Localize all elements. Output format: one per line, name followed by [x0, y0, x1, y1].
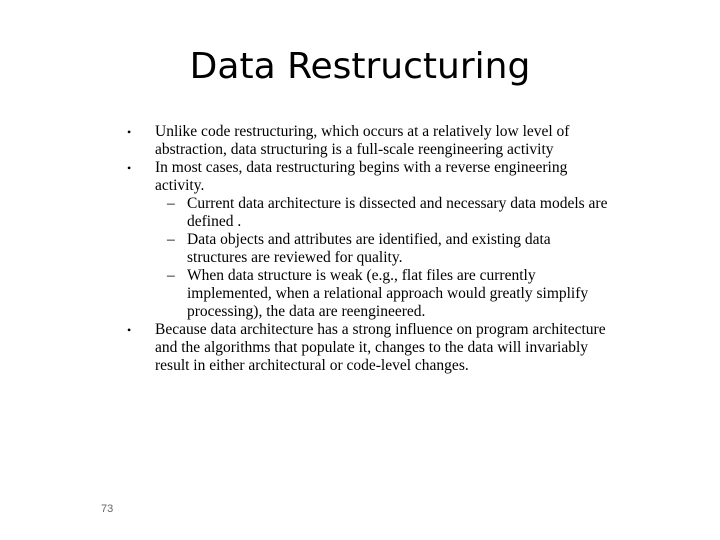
- sub-bullet-item: [155, 195, 610, 231]
- sub-bullet-item: [155, 267, 610, 321]
- bullet-item: [125, 123, 610, 159]
- dash-marker: –: [167, 267, 175, 284]
- dash-marker: –: [167, 195, 175, 212]
- sub-bullet-text: When data structure is weak (e.g., flat files are currently implemented, when a relational approach would greatly simplify processing), the data are reengineered.: [187, 267, 589, 320]
- bullet-list: [125, 123, 610, 375]
- bullet-marker: •: [127, 323, 132, 337]
- bullet-item: [125, 321, 610, 375]
- bullet-item: [125, 159, 610, 321]
- page-number: 73: [101, 503, 114, 515]
- sub-bullet-text: Current data architecture is dissected and necessary data models are defined .: [187, 195, 608, 230]
- dash-marker: –: [167, 231, 175, 248]
- bullet-text: In most cases, data restructuring begins with a reverse engineering activity.: [155, 159, 568, 194]
- bullet-text: Unlike code restructuring, which occurs at a relatively low level of abstraction, data structuring is a full-scale reengineering activity: [155, 123, 570, 158]
- sub-bullet-item: [155, 231, 610, 267]
- bullet-marker: •: [127, 161, 132, 175]
- bullet-text: Because data architecture has a strong influence on program architecture and the algorithms that populate it, changes to the data will invariably result in either architectural or code-level changes.: [155, 321, 606, 374]
- bullet-marker: •: [127, 125, 132, 139]
- sub-bullet-list: [155, 195, 610, 321]
- slide-title: Data Restructuring: [189, 46, 531, 87]
- sub-bullet-text: Data objects and attributes are identified, and existing data structures are reviewed for quality.: [187, 231, 551, 266]
